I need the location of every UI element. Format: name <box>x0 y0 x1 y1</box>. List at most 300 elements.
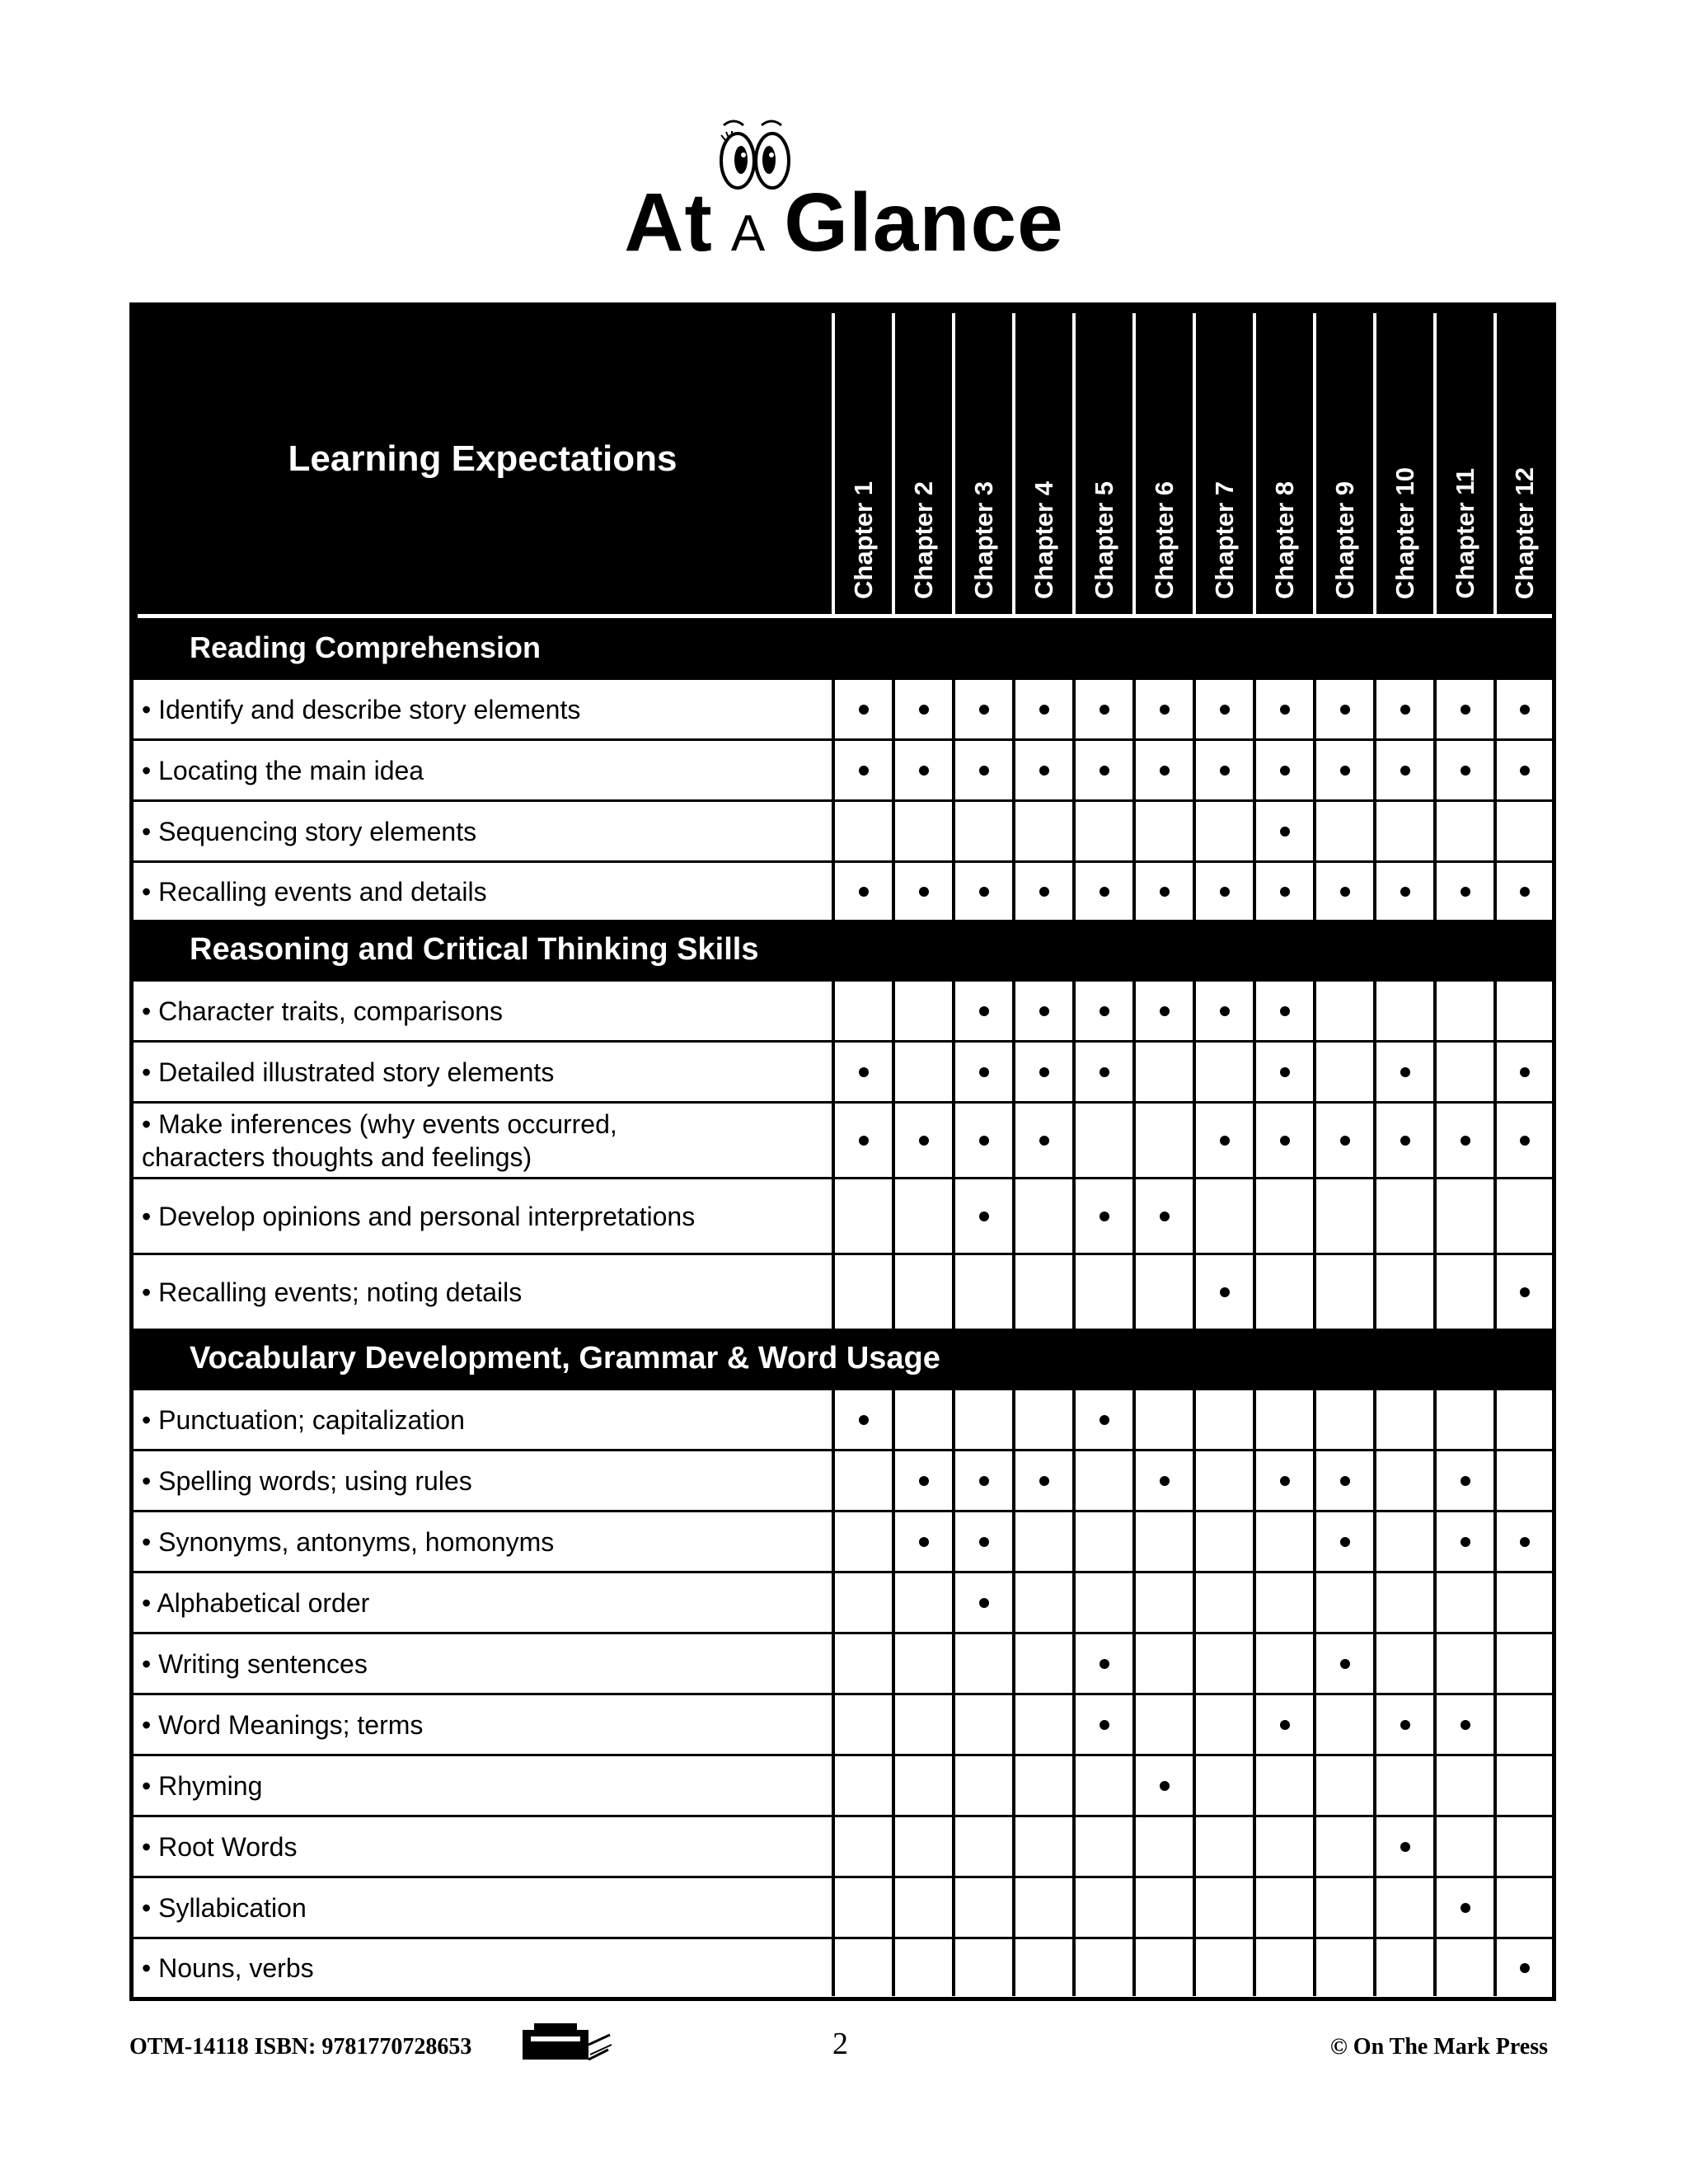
chapter-cell <box>1313 1573 1373 1632</box>
bullet-mark <box>1461 1720 1470 1730</box>
bullet-mark <box>1100 1067 1109 1077</box>
expectation-label: • Recalling events and details <box>142 876 487 907</box>
bullet-mark <box>1280 887 1290 897</box>
chapter-cell <box>1313 741 1373 799</box>
bullet-mark <box>1461 705 1470 715</box>
chapter-cell <box>1072 1756 1132 1815</box>
chapter-cell <box>1253 1939 1313 1996</box>
bullet-mark <box>1520 766 1530 776</box>
bullet-mark <box>1160 1781 1170 1791</box>
chapter-cell <box>1072 1634 1132 1693</box>
chapter-cell <box>1493 741 1552 799</box>
bullet-mark <box>1400 1720 1410 1730</box>
chapter-cell <box>832 1756 892 1815</box>
chapter-cell <box>952 863 1012 920</box>
chapter-cell <box>1433 1104 1493 1177</box>
chapter-cell <box>1433 741 1493 799</box>
chapter-cell <box>1493 1634 1552 1693</box>
chapter-cell <box>1433 1634 1493 1693</box>
chapter-cell <box>832 982 892 1040</box>
chapter-cell <box>1072 863 1132 920</box>
bullet-mark <box>919 1537 929 1547</box>
chapter-cell <box>1433 802 1493 860</box>
chapter-cell <box>832 1878 892 1937</box>
chapter-cell <box>1072 802 1132 860</box>
chapter-cell <box>832 802 892 860</box>
chapter-cell <box>1072 1043 1132 1101</box>
chapter-cell <box>1072 1939 1132 1996</box>
expectation-label: • Alphabetical order <box>142 1587 370 1618</box>
bullet-mark <box>1039 705 1049 715</box>
expectation-label: • Recalling events; noting details <box>142 1277 523 1307</box>
chapter-cell <box>892 802 952 860</box>
bullet-mark <box>1400 766 1410 776</box>
copier-icon <box>519 2022 614 2064</box>
chapter-cell <box>832 1255 892 1329</box>
table-row <box>134 1253 1552 1329</box>
chapter-cell <box>1012 802 1072 860</box>
expectation-label: • Identify and describe story elements <box>142 694 581 724</box>
chapter-cell <box>892 680 952 738</box>
chapter-cell <box>1132 1255 1193 1329</box>
bullet-mark <box>1220 1287 1230 1297</box>
chapter-cell <box>1012 1878 1072 1937</box>
bullet-mark <box>1160 1476 1170 1486</box>
chapter-cell <box>832 1512 892 1571</box>
chapter-cell <box>1433 1390 1493 1449</box>
chapter-cell <box>1193 1179 1253 1253</box>
chapter-cell <box>1253 1878 1313 1937</box>
chapter-cell <box>1193 741 1253 799</box>
chapter-cell <box>832 1695 892 1754</box>
bullet-mark <box>1039 1006 1049 1016</box>
chapter-cell <box>1373 1634 1433 1693</box>
chapter-cell <box>952 1695 1012 1754</box>
bullet-mark <box>859 1415 869 1425</box>
bullet-mark <box>859 1136 869 1146</box>
bullet-mark <box>1461 1903 1470 1913</box>
chapter-cell <box>832 1573 892 1632</box>
learning-expectations-heading: Learning Expectations <box>288 438 678 479</box>
chapter-cell <box>1253 1104 1313 1177</box>
bullet-mark <box>859 887 869 897</box>
chapter-cell <box>1493 802 1552 860</box>
chapter-cell <box>1132 1451 1193 1510</box>
chapter-cell <box>1012 741 1072 799</box>
chapter-cell <box>1373 1512 1433 1571</box>
chapter-cell <box>1193 1695 1253 1754</box>
bullet-mark <box>1039 1136 1049 1146</box>
chapter-cell <box>1253 680 1313 738</box>
bullet-mark <box>1461 1476 1470 1486</box>
expectation-label: • Rhyming <box>142 1770 263 1801</box>
chapter-cell <box>1012 1573 1072 1632</box>
chapter-cell <box>1313 802 1373 860</box>
chapter-cell <box>1253 863 1313 920</box>
chapter-cell <box>1493 1817 1552 1876</box>
chapter-cell <box>1132 863 1193 920</box>
title-small-a: A <box>730 205 767 262</box>
bullet-mark <box>979 1476 989 1486</box>
bullet-mark <box>859 705 869 715</box>
bullet-mark <box>1400 887 1410 897</box>
footer-isbn: OTM-14118 ISBN: 9781770728653 <box>129 2034 472 2060</box>
chapter-cell <box>1493 680 1552 738</box>
chapter-cell <box>1373 1756 1433 1815</box>
bullet-mark <box>1340 1537 1350 1547</box>
chapter-cell <box>1493 1255 1552 1329</box>
chapter-cell <box>1193 1255 1253 1329</box>
chapter-cell <box>1253 1255 1313 1329</box>
chapter-header <box>1012 313 1072 614</box>
chapter-cell <box>1493 1104 1552 1177</box>
chapter-cell <box>1012 1104 1072 1177</box>
chapter-cell <box>1373 1104 1433 1177</box>
bullet-mark <box>1100 1415 1109 1425</box>
chapter-cell <box>1193 1390 1253 1449</box>
table-row <box>134 1632 1552 1693</box>
chapter-cell <box>1313 1451 1373 1510</box>
chapter-cell <box>892 1817 952 1876</box>
chapter-cell <box>1313 1104 1373 1177</box>
chapter-cell <box>1493 1512 1552 1571</box>
chapter-cell <box>1313 680 1373 738</box>
chapter-cell <box>1373 1573 1433 1632</box>
chapter-cell <box>952 680 1012 738</box>
chapter-cell <box>892 982 952 1040</box>
chapter-cell <box>1373 1939 1433 1996</box>
chapter-cell <box>892 1878 952 1937</box>
bullet-mark <box>919 887 929 897</box>
table-row <box>134 1876 1552 1937</box>
chapter-cell <box>1193 1939 1253 1996</box>
chapter-cell <box>1313 1817 1373 1876</box>
bullet-mark <box>1280 1720 1290 1730</box>
chapter-cell <box>952 741 1012 799</box>
chapter-cell <box>1373 1390 1433 1449</box>
chapter-cell <box>1132 1179 1193 1253</box>
expectation-label: • Character traits, comparisons <box>142 996 504 1026</box>
chapter-label: Chapter 12 <box>1509 466 1539 599</box>
bullet-mark <box>1520 887 1530 897</box>
chapter-cell <box>1193 863 1253 920</box>
bullet-mark <box>1160 705 1170 715</box>
chapter-cell <box>1012 1756 1072 1815</box>
bullet-mark <box>1160 1006 1170 1016</box>
chapter-cell <box>952 1573 1012 1632</box>
table-row <box>134 1388 1552 1449</box>
chapter-cell <box>952 1939 1012 1996</box>
chapter-cell <box>892 1512 952 1571</box>
chapter-cell <box>1313 1878 1373 1937</box>
bullet-mark <box>1400 705 1410 715</box>
bullet-mark <box>859 766 869 776</box>
chapter-cell <box>1132 1878 1193 1937</box>
chapter-cell <box>1253 1390 1313 1449</box>
chapter-header <box>952 313 1012 614</box>
expectation-label: • Synonyms, antonyms, homonyms <box>142 1526 555 1557</box>
chapter-cell <box>1193 1043 1253 1101</box>
bullet-mark <box>1039 887 1049 897</box>
bullet-mark <box>1220 705 1230 715</box>
chapter-cell <box>1373 1043 1433 1101</box>
bullet-mark <box>979 887 989 897</box>
chapter-cell <box>1012 1043 1072 1101</box>
chapter-cell <box>1193 1878 1253 1937</box>
bullet-mark <box>1340 1476 1350 1486</box>
expectation-label: • Sequencing story elements <box>142 816 477 846</box>
chapter-cell <box>892 863 952 920</box>
bullet-mark <box>1400 1842 1410 1852</box>
bullet-mark <box>979 1006 989 1016</box>
bullet-mark <box>1461 766 1470 776</box>
chapter-cell <box>1433 1451 1493 1510</box>
bullet-mark <box>1100 1720 1109 1730</box>
chapter-cell <box>1373 1255 1433 1329</box>
chapter-cell <box>1072 1451 1132 1510</box>
table-row <box>134 1449 1552 1510</box>
chapter-cell <box>952 1817 1012 1876</box>
chapter-cell <box>832 680 892 738</box>
bullet-mark <box>1520 1537 1530 1547</box>
expectation-label: • Root Words <box>142 1831 298 1862</box>
expectation-label: • Word Meanings; terms <box>142 1709 424 1740</box>
table-row <box>134 1510 1552 1571</box>
bullet-mark <box>1160 766 1170 776</box>
bullet-mark <box>919 705 929 715</box>
chapter-header <box>832 313 892 614</box>
chapter-cell <box>1012 1817 1072 1876</box>
chapter-cell <box>1493 1878 1552 1937</box>
chapter-cell <box>1373 1695 1433 1754</box>
chapter-cell <box>952 982 1012 1040</box>
chapter-cell <box>1373 982 1433 1040</box>
chapter-cell <box>1253 1695 1313 1754</box>
chapter-cell <box>1493 1179 1552 1253</box>
chapter-cell <box>1433 1817 1493 1876</box>
chapter-cell <box>1433 1878 1493 1937</box>
chapter-cell <box>1012 680 1072 738</box>
chapter-cell <box>1072 1512 1132 1571</box>
chapter-cell <box>1493 1939 1552 1996</box>
at-a-glance-table <box>129 302 1556 2001</box>
bullet-mark <box>1461 1136 1470 1146</box>
chapter-label: Chapter 8 <box>1269 481 1299 599</box>
chapter-cell <box>1132 1634 1193 1693</box>
bullet-mark <box>1280 705 1290 715</box>
chapter-cell <box>1253 1179 1313 1253</box>
chapter-cell <box>1072 1573 1132 1632</box>
bullet-mark <box>1461 887 1470 897</box>
bullet-mark <box>1100 1212 1109 1221</box>
chapter-cell <box>1072 1255 1132 1329</box>
chapter-cell <box>832 1104 892 1177</box>
chapter-cell <box>1253 1756 1313 1815</box>
table-row <box>134 677 1552 738</box>
chapter-cell <box>1313 1043 1373 1101</box>
bullet-mark <box>1280 1476 1290 1486</box>
bullet-mark <box>1520 705 1530 715</box>
chapter-cell <box>1132 1695 1193 1754</box>
chapter-cell <box>1493 982 1552 1040</box>
chapter-label: Chapter 4 <box>1029 481 1058 599</box>
chapter-cell <box>1072 1878 1132 1937</box>
expectation-label: • Detailed illustrated story elements <box>142 1057 555 1087</box>
bullet-mark <box>1160 887 1170 897</box>
chapter-cell <box>1493 863 1552 920</box>
chapter-cell <box>1012 1451 1072 1510</box>
table-row <box>134 1937 1552 1996</box>
chapter-label: Chapter 6 <box>1149 481 1179 599</box>
chapter-cell <box>1132 802 1193 860</box>
title-glance: Glance <box>784 176 1064 269</box>
chapter-cell <box>1193 802 1253 860</box>
chapter-label: Chapter 10 <box>1390 466 1419 599</box>
chapter-cell <box>1433 1695 1493 1754</box>
chapter-cell <box>832 1179 892 1253</box>
chapter-cell <box>1253 802 1313 860</box>
chapter-cell <box>1433 863 1493 920</box>
chapter-cell <box>1493 1451 1552 1510</box>
table-row <box>134 1571 1552 1632</box>
chapter-cell <box>1313 1939 1373 1996</box>
chapter-cell <box>1193 1104 1253 1177</box>
chapter-cell <box>952 802 1012 860</box>
bullet-mark <box>1220 766 1230 776</box>
table-row <box>134 738 1552 799</box>
section-heading: Reading Comprehension <box>134 618 1552 677</box>
chapter-cell <box>1253 982 1313 1040</box>
expectation-label: • Locating the main idea <box>142 755 424 785</box>
chapter-header <box>892 313 952 614</box>
expectation-label: • Spelling words; using rules <box>142 1465 472 1496</box>
chapter-cell <box>1313 1390 1373 1449</box>
chapter-cell <box>832 1390 892 1449</box>
chapter-cell <box>1313 1695 1373 1754</box>
chapter-label: Chapter 3 <box>968 481 998 599</box>
chapter-cell <box>1132 1573 1193 1632</box>
bullet-mark <box>1280 827 1290 837</box>
chapter-cell <box>952 1043 1012 1101</box>
chapter-cell <box>1433 1179 1493 1253</box>
chapter-cell <box>1253 1043 1313 1101</box>
chapter-cell <box>1012 1255 1072 1329</box>
bullet-mark <box>1280 1067 1290 1077</box>
chapter-cell <box>1493 1573 1552 1632</box>
chapter-cell <box>1072 741 1132 799</box>
chapter-header <box>1132 313 1193 614</box>
chapter-cell <box>952 1179 1012 1253</box>
bullet-mark <box>1100 1006 1109 1016</box>
chapter-cell <box>1433 1573 1493 1632</box>
bullet-mark <box>1400 1136 1410 1146</box>
chapter-cell <box>1072 680 1132 738</box>
chapter-cell <box>1132 1756 1193 1815</box>
chapter-cell <box>1373 802 1433 860</box>
bullet-mark <box>859 1067 869 1077</box>
chapter-cell <box>952 1512 1012 1571</box>
chapter-cell <box>1193 1573 1253 1632</box>
chapter-cell <box>952 1756 1012 1815</box>
chapter-cell <box>1193 1634 1253 1693</box>
chapter-cell <box>1132 1817 1193 1876</box>
chapter-cell <box>1313 1512 1373 1571</box>
chapter-cell <box>1253 1512 1313 1571</box>
bullet-mark <box>1220 1006 1230 1016</box>
chapter-cell <box>1313 863 1373 920</box>
chapter-cell <box>1012 1512 1072 1571</box>
chapter-cell <box>1313 982 1373 1040</box>
chapter-cell <box>1493 1043 1552 1101</box>
chapter-cell <box>1072 1695 1132 1754</box>
bullet-mark <box>1520 1067 1530 1077</box>
chapter-cell <box>1072 982 1132 1040</box>
chapter-label: Chapter 1 <box>848 481 878 599</box>
expectation-label: • Develop opinions and personal interpretations <box>142 1201 696 1231</box>
bullet-mark <box>1100 766 1109 776</box>
chapter-cell <box>1313 1179 1373 1253</box>
chapter-cell <box>1012 1179 1072 1253</box>
page-title <box>0 176 1688 269</box>
chapter-header <box>1072 313 1132 614</box>
chapter-cell <box>1433 1255 1493 1329</box>
title-at: At <box>624 176 713 269</box>
chapter-cell <box>952 1451 1012 1510</box>
chapter-cell <box>1012 1634 1072 1693</box>
table-row <box>134 1754 1552 1815</box>
chapter-cell <box>952 1255 1012 1329</box>
chapter-cell <box>1132 1043 1193 1101</box>
table-row <box>134 1693 1552 1754</box>
bullet-mark <box>1340 766 1350 776</box>
chapter-cell <box>1493 1756 1552 1815</box>
bullet-mark <box>979 766 989 776</box>
expectation-label: • Make inferences (why events occurred, characters thoughts and feelings) <box>142 1108 617 1172</box>
chapter-cell <box>1012 1939 1072 1996</box>
chapter-cell <box>1433 680 1493 738</box>
bullet-mark <box>919 1476 929 1486</box>
bullet-mark <box>1280 766 1290 776</box>
bullet-mark <box>919 1136 929 1146</box>
chapter-cell <box>1132 741 1193 799</box>
chapter-cell <box>1072 1179 1132 1253</box>
chapter-cell <box>1433 1939 1493 1996</box>
chapter-cell <box>892 1634 952 1693</box>
chapter-cell <box>1493 1390 1552 1449</box>
chapter-cell <box>1253 741 1313 799</box>
chapter-cell <box>952 1390 1012 1449</box>
bullet-mark <box>1039 1067 1049 1077</box>
chapter-cell <box>1193 1817 1253 1876</box>
chapter-cell <box>832 1043 892 1101</box>
chapter-cell <box>832 863 892 920</box>
bullet-mark <box>1340 1136 1350 1146</box>
chapter-header <box>1373 313 1433 614</box>
chapter-label: Chapter 9 <box>1329 481 1359 599</box>
chapter-cell <box>1253 1817 1313 1876</box>
chapter-label: Chapter 2 <box>908 481 938 599</box>
expectation-label: • Syllabication <box>142 1892 307 1923</box>
chapter-cell <box>1253 1451 1313 1510</box>
bullet-mark <box>979 1212 989 1221</box>
section-heading: Reasoning and Critical Thinking Skills <box>134 920 1552 979</box>
chapter-cell <box>1132 1390 1193 1449</box>
bullet-mark <box>1220 1136 1230 1146</box>
chapter-cell <box>1373 1179 1433 1253</box>
bullet-mark <box>1280 1006 1290 1016</box>
chapter-cell <box>892 1390 952 1449</box>
table-row <box>134 1177 1552 1253</box>
